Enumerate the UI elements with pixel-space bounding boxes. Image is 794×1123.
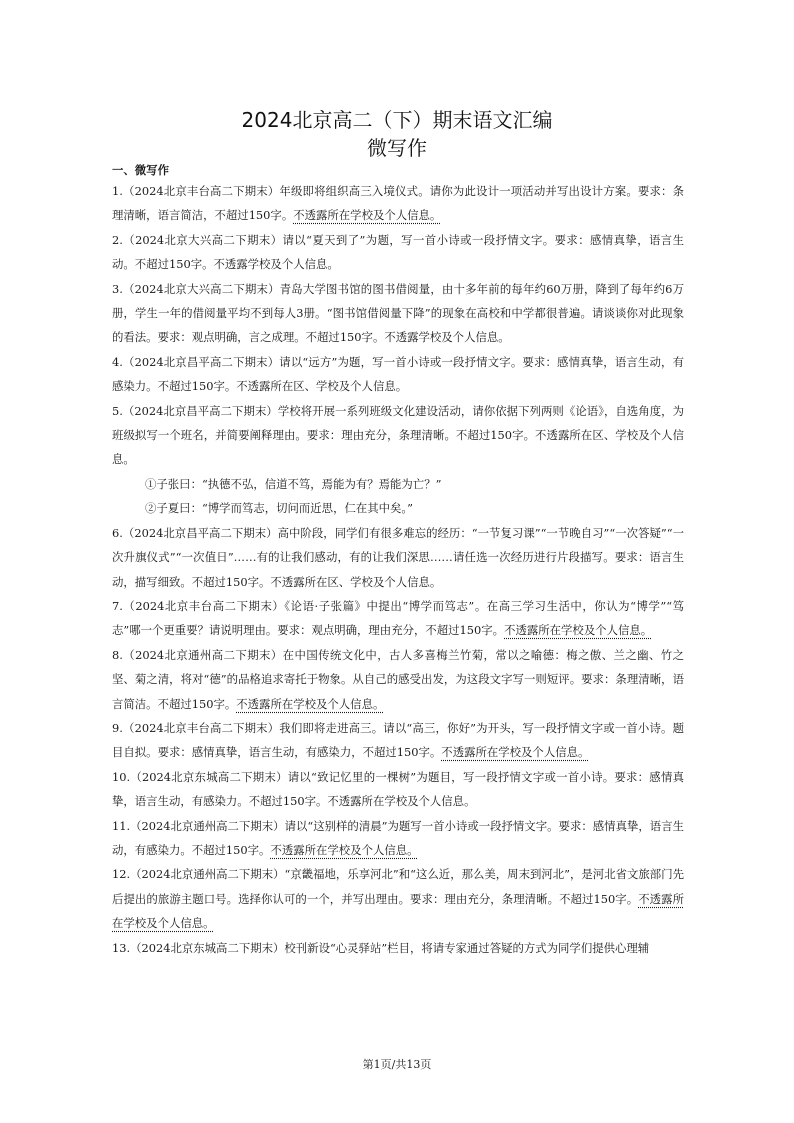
- quote-line: ②子夏曰：“博学而笃志，切问而近思，仁在其中矣。”: [145, 501, 413, 516]
- emphasis-text: 不透露所在学校及个人信息。: [441, 745, 590, 760]
- section-heading: 一、微写作: [112, 163, 169, 177]
- question-item: 4.（2024北京昌平高二下期末）请以“远方”为题，写一首小诗或一段抒情文字。要求：感情真挚，语言生动，有感染力。不超过150字。不透露所在区、学校及个人信息。: [112, 354, 684, 394]
- question-list: [112, 162, 684, 960]
- emphasis-text: 不透露所在学校及个人信息。: [293, 208, 442, 223]
- quote-line: ①子张曰：“执德不弘，信道不笃，焉能为有？焉能为亡？”: [145, 476, 442, 491]
- question-item: 7.（2024北京丰台高二下期末）《论语·子张篇》中提出“博学而笃志”。在高三学习生活中，你认为“博学”“笃志”哪一个更重要？请说明理由。要求：观点明确，理由充分，不超过150字。不透露所在学校及个人信息。: [112, 598, 684, 638]
- question-item: 10.（2024北京东城高二下期末）请以“致记忆里的一棵树”为题目，写一段抒情文字或一首小诗。要求：感情真挚，语言生动，有感染力。不超过150字。不透露所在学校及个人信息。: [112, 769, 684, 809]
- question-item: 1.（2024北京丰台高二下期末）年级即将组织高三入境仪式。请你为此设计一项活动并写出设计方案。要求：条理清晰，语言简洁，不超过150字。不透露所在学校及个人信息。: [112, 184, 684, 223]
- question-item: 9.（2024北京丰台高二下期末）我们即将走进高三。请以“高三，你好”为开头，写一段抒情文字或一首小诗。题目自拟。要求：感情真挚，语言生动，有感染力，不超过150字。不透露所在学校及个人信息。: [112, 720, 684, 760]
- question-item: 3.（2024北京大兴高二下期末）青岛大学图书馆的图书借阅量，由十多年前的每年约60万册，降到了每年约6万册，学生一年的借阅量平均不到每人3册。“图书馆借阅量下降”的现象在高校和中学都很普遍。请谈谈你对此现象的看法。要求：观点明确，言之成理。不超过150字。不透露学校及个人信息。: [112, 281, 684, 345]
- emphasis-text: 不透露所在学校及个人信息。: [270, 842, 419, 857]
- emphasis-text: 不透露所在学校及个人信息。: [112, 891, 684, 931]
- document-title: 2024北京高二（下）期末语文汇编: [241, 108, 553, 132]
- question-item: 5.（2024北京昌平高二下期末）学校将开展一系列班级文化建设活动，请你依据下列两则《论语》，自选角度，为班级拟写一个班名，并简要阐释理由。要求：理由充分，条理清晰。不超过150字。不透露所在区、学校及个人信息。: [112, 403, 684, 467]
- emphasis-text: 不透露所在学校及个人信息。: [236, 696, 385, 711]
- page-footer: 第1页/共13页: [362, 1058, 432, 1071]
- question-item: 12.（2024北京通州高二下期末）“京畿福地，乐享河北”和“这么近，那么美，周末到河北”，是河北省文旅部门先后提出的旅游主题口号。选择你认可的一个，并写出理由。要求：理由充分，条理清晰。不超过150字。不透露所在学校及个人信息。: [112, 867, 684, 931]
- question-item: 8.（2024北京通州高二下期末）在中国传统文化中，古人多喜梅兰竹菊，常以之喻德：梅之傲、兰之幽、竹之坚、菊之清，将对“德”的品格追求寄托于物象。从自己的感受出发，为这段文字写一则短评。要求：条理清晰，语言简洁。不超过150字。不透露所在学校及个人信息。: [112, 647, 684, 711]
- question-item: 2.（2024北京大兴高二下期末）请以“夏天到了”为题，写一首小诗或一段抒情文字。要求：感情真挚，语言生动。不超过150字。不透露学校及个人信息。: [112, 232, 684, 272]
- emphasis-text: 不透露所在学校及个人信息。: [504, 623, 653, 638]
- question-item: 13.（2024北京东城高二下期末）校刊新设“心灵驿站”栏目，将请专家通过答疑的方式为同学们提供心理辅: [112, 940, 650, 955]
- question-item: 6.（2024北京昌平高二下期末）高中阶段，同学们有很多难忘的经历：“一节复习课”“一节晚自习”“一次答疑”“一次升旗仪式”“一次值日”……有的让我们感动，有的让我们深思……请任选一次经历进行片段描写。要求：语言生动，描写细致。不超过150字。不透露所在区、学校及个人信息。: [112, 525, 684, 589]
- question-item: 11.（2024北京通州高二下期末）请以“这别样的清晨”为题写一首小诗或一段抒情文字。要求：感情真挚，语言生动，有感染力。不超过150字。不透露所在学校及个人信息。: [112, 818, 684, 857]
- document-subtitle: 微写作: [367, 136, 427, 160]
